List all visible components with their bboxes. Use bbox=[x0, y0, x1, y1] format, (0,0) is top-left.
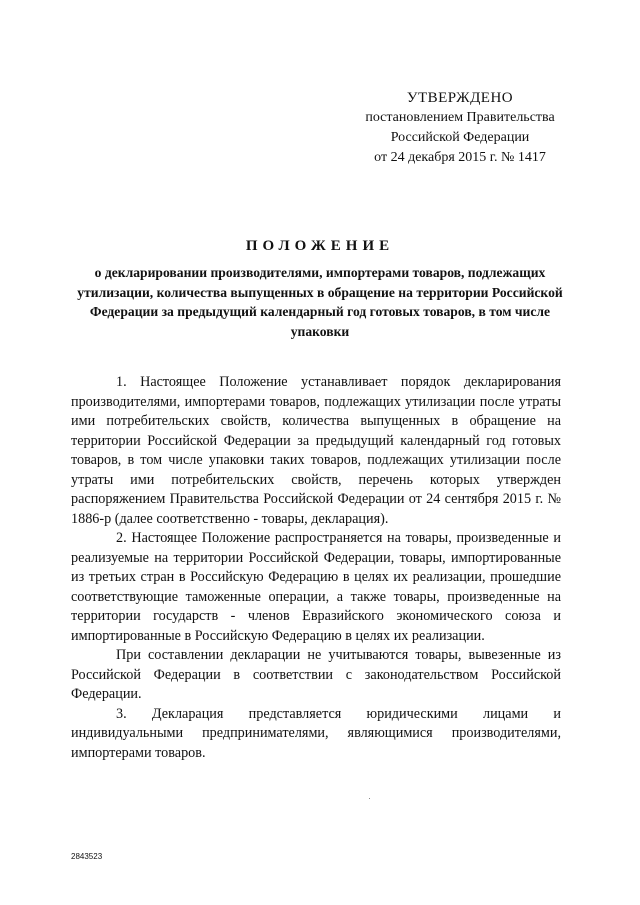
approval-heading: УТВЕРЖДЕНО bbox=[406, 90, 514, 106]
scan-speck bbox=[369, 798, 370, 799]
paragraph-4: 3. Декларация представляется юридическими лицами и индивидуальными предпринимателями, являющимися производителями, импортерами товаров. bbox=[71, 705, 561, 761]
approval-line-3: от 24 декабря 2015 г. № 1417 bbox=[374, 150, 546, 165]
approval-line-2: Российской Федерации bbox=[390, 130, 530, 145]
paragraph-2: 2. Настоящее Положение распространяется на товары, произведенные и реализуемые на территории Российской Федерации, товары, импортированные из третьих стран в Российскую Федерацию в целях их реализации, прошедшие соответствующие таможенные операции, а также товары, произведенные на территории государств - членов Евразийского экономического союза и импортированные в Российскую Федерацию в целях их реализации. bbox=[71, 530, 561, 644]
document-subtitle: о декларировании производителями, импортерами товаров, подлежащих утилизации, количества выпущенных в обращение на территории Российской Федерации за предыдущий календарный год готовых товаров, в том числе упаковки bbox=[77, 265, 563, 339]
approval-line-1: постановлением Правительства bbox=[365, 110, 555, 125]
document-title: ПОЛОЖЕНИЕ bbox=[245, 238, 395, 254]
document-body bbox=[71, 373, 561, 763]
document-number: 2843523 bbox=[71, 852, 103, 861]
paragraph-3: При составлении декларации не учитываются товары, вывезенные из Российской Федерации в соответствии с законодательством Российской Федерации. bbox=[71, 647, 561, 702]
paragraph-1: 1. Настоящее Положение устанавливает порядок декларирования производителями, импортерами товаров, подлежащих утилизации после утраты ими потребительских свойств, количества выпущенных в обращение на территории Российской Федерации за предыдущий календарный год готовых товаров, в том числе упаковки таких товаров, подлежащих утилизации после утраты ими потребительских свойств, перечень которых утвержден распоряжением Правительства Российской Федерации от 24 сентября 2015 г. № 1886-р (далее соответственно - товары, декларация). bbox=[71, 374, 561, 527]
approval-block bbox=[330, 88, 590, 168]
